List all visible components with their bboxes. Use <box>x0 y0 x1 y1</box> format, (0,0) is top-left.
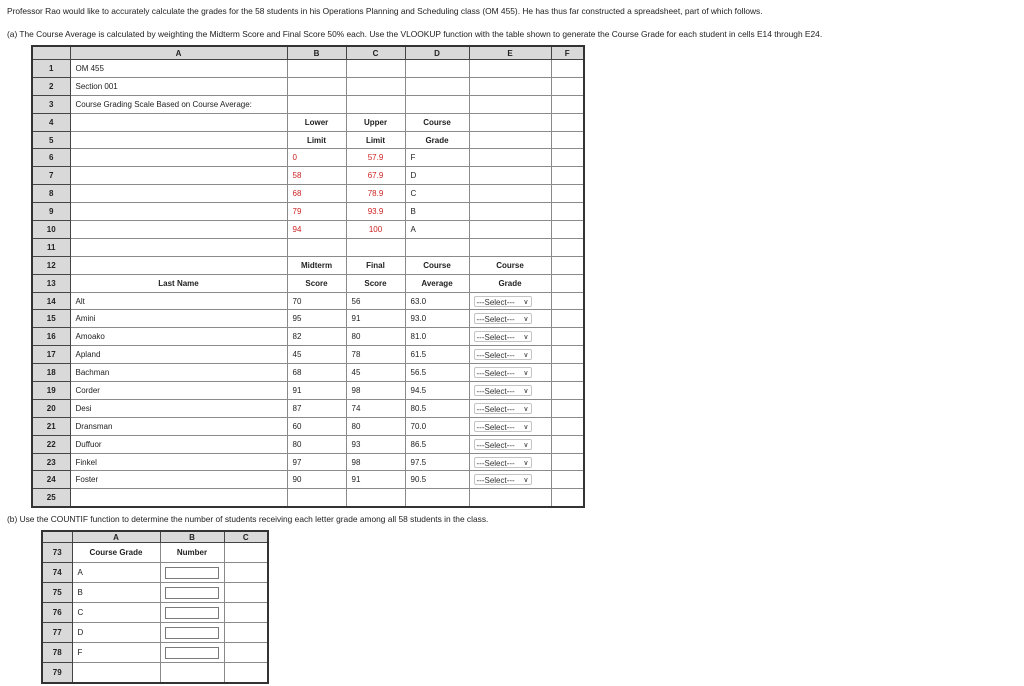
grade-select[interactable] <box>474 457 532 468</box>
sheet-row <box>32 274 584 292</box>
student-name: Foster <box>70 471 287 489</box>
count-row <box>42 643 268 663</box>
scale-grade: C <box>405 185 469 203</box>
scale-grade: B <box>405 203 469 221</box>
midterm-header: Midterm <box>287 256 346 274</box>
scale-lower: 94 <box>287 221 346 239</box>
student-row <box>32 471 584 489</box>
scale-upper: 67.9 <box>346 167 405 185</box>
final-score: 80 <box>346 417 405 435</box>
grade-select[interactable] <box>474 349 532 360</box>
course-grade-col-header-2: Grade <box>469 274 551 292</box>
course-average: 93.0 <box>405 310 469 328</box>
chevron-down-icon: ∨ <box>523 441 529 449</box>
row-header: 10 <box>32 221 70 239</box>
grade-letter: C <box>72 603 160 623</box>
count-row <box>42 623 268 643</box>
student-name: Dransman <box>70 417 287 435</box>
midterm-score: 82 <box>287 328 346 346</box>
scale-row <box>32 167 584 185</box>
row-header: 17 <box>32 346 70 364</box>
chevron-down-icon: ∨ <box>523 477 529 485</box>
scale-grade: D <box>405 167 469 185</box>
count-row <box>42 583 268 603</box>
sheet-row <box>32 113 584 131</box>
row-header: 7 <box>32 167 70 185</box>
intro-text: Professor Rao would like to accurately calculate the grades for the 58 students in his Operations Planning and Scheduling class (OM 455). He has thus far constructed a spreadsheet, part of which follows. <box>7 6 763 16</box>
scale-row <box>32 221 584 239</box>
student-name: Duffuor <box>70 435 287 453</box>
row-header: 20 <box>32 399 70 417</box>
col-header-a: A <box>70 46 287 60</box>
student-name: Amoako <box>70 328 287 346</box>
student-row <box>32 292 584 310</box>
row-header: 3 <box>32 95 70 113</box>
chevron-down-icon: ∨ <box>523 370 529 378</box>
scale-upper: 100 <box>346 221 405 239</box>
select-label: ---Select--- <box>476 333 515 343</box>
midterm-score: 60 <box>287 417 346 435</box>
grade-select[interactable] <box>474 296 532 307</box>
course-grade-header-2: Grade <box>405 131 469 149</box>
col-header-a: A <box>72 531 160 543</box>
midterm-score: 95 <box>287 310 346 328</box>
col-header-f: F <box>551 46 584 60</box>
student-row <box>32 453 584 471</box>
grade-select[interactable] <box>474 367 532 378</box>
row-header: 11 <box>32 238 70 256</box>
row-header: 1 <box>32 60 70 78</box>
select-label: ---Select--- <box>476 386 515 396</box>
row-header: 19 <box>32 382 70 400</box>
count-row <box>42 563 268 583</box>
row-header: 79 <box>42 663 72 684</box>
row-header: 4 <box>32 113 70 131</box>
chevron-down-icon: ∨ <box>523 334 529 342</box>
final-score: 80 <box>346 328 405 346</box>
select-label: ---Select--- <box>476 440 515 450</box>
final-score: 93 <box>346 435 405 453</box>
row-header: 8 <box>32 185 70 203</box>
course-grade-header: Course <box>405 113 469 131</box>
chevron-down-icon: ∨ <box>523 459 529 467</box>
column-header-row <box>42 531 268 543</box>
select-label: ---Select--- <box>476 351 515 361</box>
chevron-down-icon: ∨ <box>523 405 529 413</box>
row-header: 76 <box>42 603 72 623</box>
final-score: 45 <box>346 364 405 382</box>
scale-grade: A <box>405 221 469 239</box>
course-average: 90.5 <box>405 471 469 489</box>
row-header: 74 <box>42 563 72 583</box>
row-header: 73 <box>42 543 72 563</box>
part-a-text: (a) The Course Average is calculated by weighting the Midterm Score and Final Score 50% each. Use the VLOOKUP function with the table shown to generate the Course Grade for each student in cells E14 through E24. <box>7 29 823 39</box>
student-name: Alt <box>70 292 287 310</box>
course-average: 86.5 <box>405 435 469 453</box>
lower-limit-header: Lower <box>287 113 346 131</box>
grade-letter: A <box>72 563 160 583</box>
sheet-row <box>32 131 584 149</box>
count-input[interactable] <box>165 607 219 619</box>
final-header: Final <box>346 256 405 274</box>
sheet-row <box>32 256 584 274</box>
col-header-b: B <box>287 46 346 60</box>
count-input[interactable] <box>165 647 219 659</box>
scale-lower: 58 <box>287 167 346 185</box>
upper-limit-header: Upper <box>346 113 405 131</box>
midterm-score: 87 <box>287 399 346 417</box>
final-score: 91 <box>346 471 405 489</box>
course-average: 94.5 <box>405 382 469 400</box>
course-spreadsheet <box>31 45 585 508</box>
student-row <box>32 399 584 417</box>
course-grade-col-header: Course <box>469 256 551 274</box>
grade-select[interactable] <box>474 313 532 324</box>
scale-upper: 78.9 <box>346 185 405 203</box>
grade-letter: F <box>72 643 160 663</box>
count-input[interactable] <box>165 567 219 579</box>
select-label: ---Select--- <box>476 404 515 414</box>
grade-select[interactable] <box>474 421 532 432</box>
select-label: ---Select--- <box>476 476 515 486</box>
count-input[interactable] <box>165 587 219 599</box>
midterm-score: 80 <box>287 435 346 453</box>
student-row <box>32 310 584 328</box>
student-name: Amini <box>70 310 287 328</box>
course-average: 81.0 <box>405 328 469 346</box>
row-header: 77 <box>42 623 72 643</box>
course-average-header: Course <box>405 256 469 274</box>
scale-lower: 0 <box>287 149 346 167</box>
midterm-score: 97 <box>287 453 346 471</box>
count-input[interactable] <box>165 627 219 639</box>
select-label: ---Select--- <box>476 369 515 379</box>
row-header: 5 <box>32 131 70 149</box>
student-name: Finkel <box>70 453 287 471</box>
row-header: 14 <box>32 292 70 310</box>
row-header: 12 <box>32 256 70 274</box>
cell-section: Section 001 <box>70 77 287 95</box>
midterm-score: 45 <box>287 346 346 364</box>
cell-course-code: OM 455 <box>70 60 287 78</box>
midterm-score: 91 <box>287 382 346 400</box>
final-score: 78 <box>346 346 405 364</box>
cell-scale-title: Course Grading Scale Based on Course Average: <box>70 95 287 113</box>
row-header: 75 <box>42 583 72 603</box>
chevron-down-icon: ∨ <box>523 423 529 431</box>
final-score: 91 <box>346 310 405 328</box>
scale-upper: 93.9 <box>346 203 405 221</box>
grade-letter: D <box>72 623 160 643</box>
sheet-row <box>32 489 584 507</box>
student-row <box>32 382 584 400</box>
midterm-score: 90 <box>287 471 346 489</box>
scale-lower: 79 <box>287 203 346 221</box>
col-header-e: E <box>469 46 551 60</box>
student-name: Apland <box>70 346 287 364</box>
row-header: 25 <box>32 489 70 507</box>
row-header: 13 <box>32 274 70 292</box>
grade-select[interactable] <box>474 385 532 396</box>
upper-limit-header-2: Limit <box>346 131 405 149</box>
course-grade-header: Course Grade <box>72 543 160 563</box>
scale-lower: 68 <box>287 185 346 203</box>
final-score: 56 <box>346 292 405 310</box>
corner-cell <box>32 46 70 60</box>
chevron-down-icon: ∨ <box>523 316 529 324</box>
student-row <box>32 328 584 346</box>
row-header: 18 <box>32 364 70 382</box>
grade-select[interactable] <box>474 439 532 450</box>
scale-grade: F <box>405 149 469 167</box>
scale-row <box>32 149 584 167</box>
grade-select[interactable] <box>474 474 532 485</box>
student-row <box>32 346 584 364</box>
midterm-header-2: Score <box>287 274 346 292</box>
course-average: 61.5 <box>405 346 469 364</box>
course-average: 70.0 <box>405 417 469 435</box>
course-average-header-2: Average <box>405 274 469 292</box>
chevron-down-icon: ∨ <box>523 352 529 360</box>
row-header: 22 <box>32 435 70 453</box>
midterm-score: 68 <box>287 364 346 382</box>
sheet-row <box>42 543 268 563</box>
count-row <box>42 603 268 623</box>
select-label: ---Select--- <box>476 458 515 468</box>
sheet-row <box>32 77 584 95</box>
final-score: 98 <box>346 453 405 471</box>
sheet-row <box>32 60 584 78</box>
row-header: 23 <box>32 453 70 471</box>
row-header: 15 <box>32 310 70 328</box>
student-name: Desi <box>70 399 287 417</box>
row-header: 24 <box>32 471 70 489</box>
midterm-score: 70 <box>287 292 346 310</box>
select-label: ---Select--- <box>476 297 515 307</box>
course-average: 97.5 <box>405 453 469 471</box>
scale-upper: 57.9 <box>346 149 405 167</box>
lower-limit-header-2: Limit <box>287 131 346 149</box>
sheet-row <box>32 238 584 256</box>
row-header: 21 <box>32 417 70 435</box>
col-header-d: D <box>405 46 469 60</box>
last-name-header: Last Name <box>70 274 287 292</box>
part-b-text: (b) Use the COUNTIF function to determine the number of students receiving each letter grade among all 58 students in the class. <box>7 514 489 524</box>
student-name: Bachman <box>70 364 287 382</box>
number-header: Number <box>160 543 224 563</box>
student-row <box>32 417 584 435</box>
column-header-row <box>32 46 584 60</box>
row-header: 2 <box>32 77 70 95</box>
final-header-2: Score <box>346 274 405 292</box>
final-score: 98 <box>346 382 405 400</box>
chevron-down-icon: ∨ <box>523 298 529 306</box>
course-average: 56.5 <box>405 364 469 382</box>
sheet-row <box>42 663 268 684</box>
student-row <box>32 364 584 382</box>
col-header-b: B <box>160 531 224 543</box>
row-header: 78 <box>42 643 72 663</box>
row-header: 16 <box>32 328 70 346</box>
course-average: 80.5 <box>405 399 469 417</box>
grade-select[interactable] <box>474 331 532 342</box>
row-header: 6 <box>32 149 70 167</box>
col-header-c: C <box>346 46 405 60</box>
scale-row <box>32 185 584 203</box>
grade-letter: B <box>72 583 160 603</box>
select-label: ---Select--- <box>476 422 515 432</box>
corner-cell <box>42 531 72 543</box>
col-header-c: C <box>224 531 268 543</box>
sheet-row <box>32 95 584 113</box>
grade-select[interactable] <box>474 403 532 414</box>
select-label: ---Select--- <box>476 315 515 325</box>
student-name: Corder <box>70 382 287 400</box>
chevron-down-icon: ∨ <box>523 387 529 395</box>
scale-row <box>32 203 584 221</box>
final-score: 74 <box>346 399 405 417</box>
countif-spreadsheet <box>41 530 269 684</box>
student-row <box>32 435 584 453</box>
course-average: 63.0 <box>405 292 469 310</box>
row-header: 9 <box>32 203 70 221</box>
